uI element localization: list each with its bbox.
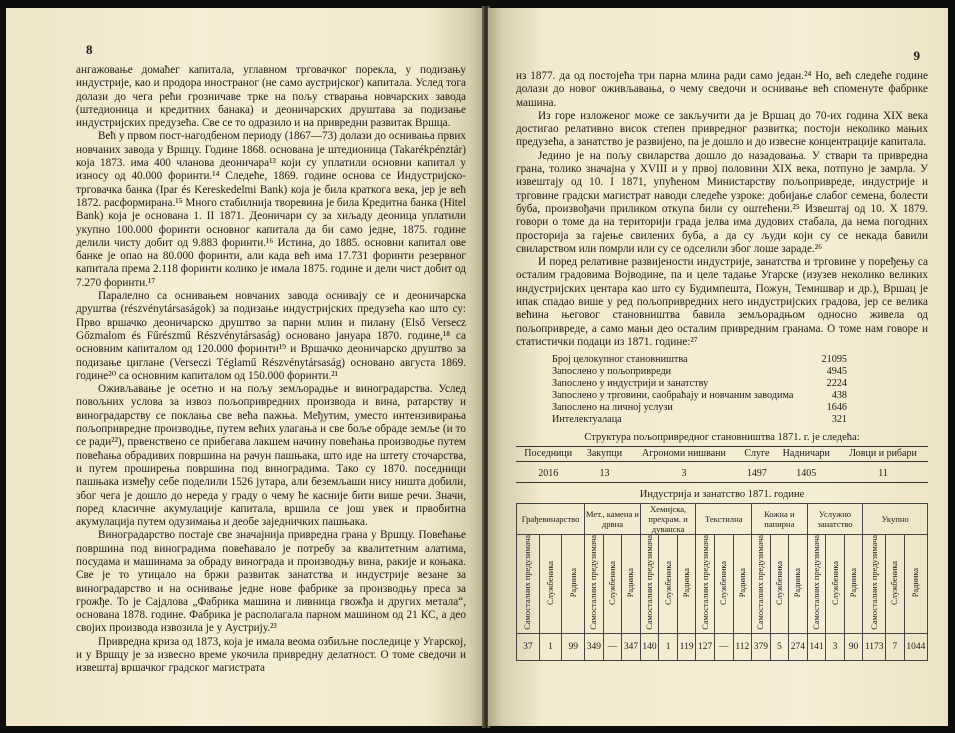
table-subheader [539,535,562,634]
census-value: 1646 [826,402,847,414]
table-cell: 141 [807,634,826,661]
table-subheader-label: Самосталних предузимача [811,535,821,630]
table-header: Надничари [774,447,838,462]
paragraph: Привредна криза од 1873, која је имала веома озбиљне последице у Угарској, и у Вршцу је за извесно време укочила привредну делатност. О томе сведочи и извештај вршачког градског магистрата [76,635,466,675]
table-group-header: Хемијска, прехрам. и дуванска [640,504,696,535]
table-group-header: Грађевинарство [517,504,585,535]
table-cell: 1044 [904,634,927,661]
table-subheader [752,535,771,634]
table-subheader-label: Самосталних предузимача [700,535,710,630]
census-row [552,366,847,378]
agri-table-caption: Структура пољопривредног становништва 1871. г. је следећа: [584,432,860,444]
table-cell: — [714,634,733,661]
table-group-header: Кожна и папирна [752,504,808,535]
table-cell: 274 [789,634,808,661]
table-cell: 7 [886,634,905,661]
table-subheader [677,535,696,634]
census-value: 438 [831,390,847,402]
table-subheader [844,535,863,634]
left-page-text [76,64,466,676]
table-cell: 1 [659,634,678,661]
table-row [517,634,928,661]
table-subheader [770,535,789,634]
census-label: Запослено у пољопривреди [552,366,672,378]
census-label: Запослено у трговини, саобраћају и новчаним заводима [552,390,794,402]
table-subheader [863,535,886,634]
table-subheader-label: Радника [793,567,803,598]
table-cell: 1497 [739,462,774,483]
table-subheader [585,535,604,634]
page-number-right: 9 [913,48,920,63]
table-subheader-label: Службеника [890,560,900,605]
table-subheader-row [517,535,928,634]
table-subheader [659,535,678,634]
table-cell: 119 [677,634,696,661]
table-cell: 37 [517,634,540,661]
table-cell: 99 [562,634,585,661]
table-subheader-label: Самосталних предузимача [645,535,655,630]
table-cell: 349 [585,634,604,661]
table-subheader [826,535,845,634]
table-cell: 379 [752,634,771,661]
agri-table [516,446,928,483]
table-header: Закупци [580,447,628,462]
table-subheader [603,535,622,634]
table-cell: 90 [844,634,863,661]
table-group-header-row [517,504,928,535]
table-subheader-label: Службеника [774,560,784,605]
table-subheader-label: Службеника [719,560,729,605]
table-row [516,462,928,483]
paragraph: ангажовање домаћег капитала, углавном трговачког порекла, у подизању индустрије, као и продора иностраног (не само аустријског) капитала. Услед тога долази до чега рећи грозничаве трке на пољу стварања новчарских завода (штедионица и кредитних банака) и деоничарских друштава за подизање индустријских предузећа. Све се то одразило и на привредни развитак Вршца. [76,64,466,130]
table-subheader [733,535,752,634]
paragraph: Виноградарство постаје све значајнија привредна грана у Вршцу. Повећање површина под виноградима повећавало је потребу за квалитетним алатима, посудама и машинама за обраду винограда и производњу вина, ракије и коњака. Све је то утицало на бржи развитак занатства и индустрије везане за виноградарство и на оснивање једне нове фабрике за производњу преса за грожђе. То је Сајдлова „Фабрика машина и ливница гвожђа и других метала“, основана 1878. године. Фабрика је располагала парном машином од 21 КС, а део својих производа извозила је у Аустрију.²³ [76,529,466,635]
table-subheader-label: Радника [626,567,636,598]
table-subheader [904,535,927,634]
table-cell: 3 [826,634,845,661]
table-group-header: Текстилна [696,504,752,535]
paragraph: Једино је на пољу свиларства дошло до назадовања. У ствари та привредна грана, толико значајна у XVIII и у првој половини XIX века, потпуно је замрла. У извештају од 10. I 1871, упућеном Министарству пољопривреде, индустрије и трговине градски магистрат наводи следеће узроке: добијање слабог семена, болести буба, произвођачи приликом откупа били су оштећени.²⁵ Извештај од 10. X 1879. говори о томе да на територији града јелва има дудових стабала, да нема погодних просторија за гајење свилених буба, а да су људи који су се некада бавили свиларством или помрли или су се одселили због лоше зараде.²⁶ [516,149,928,255]
table-cell: 13 [580,462,628,483]
census-row [552,378,847,390]
table-header: Поседници [516,447,580,462]
census-row [552,414,847,426]
table-header-row [516,447,928,462]
table-subheader-label: Радника [849,567,859,598]
table-subheader [807,535,826,634]
table-subheader [696,535,715,634]
paragraph: Из горе изложеног може се закључити да је Вршац до 70-их година XIX века достигао релативно висок степен привредног развитка; постоји неколико мањих предузећа, а занатство је развијено, па је дошло и до извесне концентрације капитала. [516,109,928,149]
table-cell: 5 [770,634,789,661]
table-group-header: Услужно занатство [807,504,863,535]
right-page [488,8,948,726]
table-cell: 3 [629,462,740,483]
table-header: Ловци и рибари [838,447,928,462]
table-subheader-label: Радника [737,567,747,598]
table-subheader [886,535,905,634]
table-subheader-label: Службеника [546,560,556,605]
table-cell: 1 [539,634,562,661]
table-cell: 347 [622,634,641,661]
census-label: Запослено у индустрији и занатству [552,378,709,390]
table-subheader [714,535,733,634]
table-cell: — [603,634,622,661]
page-number-left: 8 [86,42,93,57]
census-label: Број целокупног становништва [552,354,688,366]
census-label: Интелектуалаца [552,414,622,426]
industry-table-caption: Индустрија и занатство 1871. године [639,489,805,501]
paragraph: Паралелно са оснивањем новчаних завода оснивају се и деоничарска друштва (részvénytársaságok) за подизање индустријских предузећа као што су: Прво вршачко деоничарско друштво за парни млин и пилану (Első Versecz Gőzmalom és Fűrészmű Részvénytársaság) основано јануара 1870. године,¹⁸ са основним капиталом од 120.000 форинти¹⁹ и Вршачко деоничарско друштво за подизање циглане (Verseczi Téglamű Részvénytársaság) основано августа 1869. године²⁰ са основним капиталом од 150.000 форинти.²¹ [76,290,466,382]
paragraph: Већ у првом пост-нагодбеном периоду (1867—73) долази до оснивања првих новчаних завода у Вршцу. Године 1868. основана је штедионица (Takarékpénztár) која 1873. има 400 чланова деоничара¹³ који су уплатили основни капитал у износу од 40.000 форинти.¹⁴ Следеће, 1869. године основа се Индустријско-трговачка банка (Ipar és Kereskedelmi Bank) која је била краткога века, јер је већ 1872. расформирана.¹⁵ Много стабилнија творевина је била Кредитна банка (Hitel Bank) која је основана 1. II 1871. Деоничари су за хиљаду деоница уплатили укупно 100.000 форинти основног капитала да би само једне, 1875. године делили чисту добит од 9.883 форинти.¹⁶ Истина, до 1885. основни капитал ове банке је опао на 80.000 форинти, али када већ има 17.731 форинти резервног капитала према 2.118 форинти колико је имала 1875. године и дели чист добит од 7.270 форинти.¹⁷ [76,130,466,289]
table-cell: 2016 [516,462,580,483]
table-subheader-label: Службеника [663,560,673,605]
table-cell: 140 [640,634,659,661]
table-subheader-label: Службеника [830,560,840,605]
table-cell: 11 [838,462,928,483]
table-header: Слуге [739,447,774,462]
census-row [552,354,847,366]
table-cell: 1405 [774,462,838,483]
table-subheader-label: Радника [911,567,921,598]
table-subheader-label: Радника [682,567,692,598]
census-value: 321 [831,414,847,426]
paragraph: Оживљавање је осетно и на пољу земљорадње и виноградарства. Услед повољних услова за извоз пољопривредних производа и вина, ратарству и виноградарству се поклања све већа пажња. Међутим, уместо интензивирања пољопривредне производње, путем већих улагања и све боље обраде земље (и то се ради²²), првенствено се прибегава лакшем начину повећања производње путем повећања обрадивих површина на рачун пашњака, што иде на штету сточарства, и путем проширења површина под виноградима. Тако су 1870. поседници пашњака између себе поделили 1526 јутара, али беземљаши нису ништа добили, због чега је дошло до нереда у граду о чему ће касније бити више речи. Значи, поред класичне акумулације капитала, вршила се још увек и првобитна акумулација путем одузимања и деобе заједничких пашњака. [76,383,466,529]
table-subheader [562,535,585,634]
table-subheader-label: Радника [568,567,578,598]
table-cell: 1173 [863,634,886,661]
census-row [552,390,847,402]
table-subheader-label: Самосталних предузимача [869,535,879,630]
census-value: 4945 [826,366,847,378]
table-subheader [622,535,641,634]
census-list [552,354,847,426]
table-subheader [640,535,659,634]
table-subheader-label: Службеника [607,560,617,605]
table-header: Агрономи нишвани [629,447,740,462]
census-label: Запослено на личној услузи [552,402,673,414]
left-page [6,8,484,726]
table-subheader [789,535,808,634]
table-cell: 127 [696,634,715,661]
table-group-header: Мет., каменa и дрвна [585,504,641,535]
paragraph: И поред релативне развијености индустрије, занатства и трговине у поређењу са осталим градовима Војводине, па и целе тадање Угарске (изузев неколико великих индустријских центара као што су Будимпешта, Пожун, Темишвар и др.), Вршац је ипак спадао више у ред пољопривредних него индустријских градова, јер се велика већина његовог становништва бавила земљорадњом односно живела од пољопривреде, а само мањи део осталим привредним гранама. О томе нам говоре и статистички подаци из 1871. године:²⁷ [516,256,928,348]
census-row [552,402,847,414]
census-value: 21095 [821,354,847,366]
table-subheader-label: Самосталних предузимача [523,535,533,630]
table-cell: 112 [733,634,752,661]
table-subheader [517,535,540,634]
paragraph: из 1877. да од постојећа три парна млина ради само један.²⁴ Но, већ следеће године долази до новог оживљавања, о чему сведочи и оснивање већ споменуте фабрике машина. [516,70,928,109]
table-subheader-label: Самосталних предузимача [589,535,599,630]
table-group-header: Укупно [863,504,928,535]
table-subheader-label: Самосталних предузимача [756,535,766,630]
industry-table [516,503,928,661]
census-value: 2224 [826,378,847,390]
right-page-text [516,70,928,349]
